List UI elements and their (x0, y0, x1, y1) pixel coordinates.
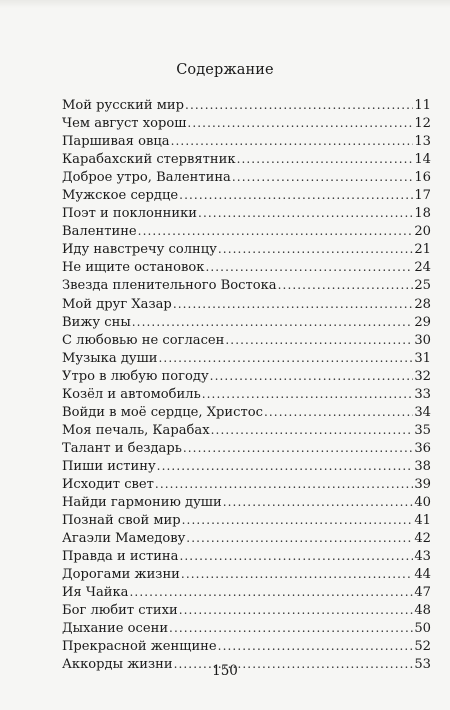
dot-leader (171, 132, 414, 150)
toc-entry-title: Дорогами жизни (62, 567, 180, 583)
toc-entry-title: Утро в любую погоду (62, 368, 209, 384)
dot-leader (210, 367, 414, 385)
toc-entry (62, 601, 431, 619)
toc-entry (62, 114, 431, 132)
toc-entry (62, 168, 431, 186)
toc-entry (62, 96, 431, 114)
toc-entry (62, 258, 431, 276)
toc-entry (62, 150, 431, 168)
toc-entry-title: Войди в моё сердце, Христос (62, 404, 263, 420)
toc-entry-page: 31 (414, 350, 431, 366)
dot-leader (225, 331, 413, 349)
toc-entry-title: Иду навстречу солнцу (62, 242, 217, 258)
toc-entry-title: Паршивая овца (62, 134, 170, 150)
toc-entry-page: 36 (414, 440, 431, 456)
dot-leader (264, 403, 413, 421)
dot-leader (211, 421, 414, 439)
toc-entry-page: 11 (414, 98, 431, 113)
toc-entry-title: Пиши истину (62, 458, 156, 474)
toc-entry-title: Познай свой мир (62, 513, 181, 529)
toc-entry-page: 42 (414, 531, 431, 547)
dot-leader (138, 222, 414, 240)
toc-entry (62, 204, 431, 222)
toc-entry-page: 16 (414, 170, 431, 186)
dot-leader (202, 385, 414, 403)
toc-entry-title: Бог любит стихи (62, 603, 178, 619)
toc-entry-title: Музыка души (62, 350, 158, 366)
toc-entry-title: Правда и истина (62, 549, 179, 565)
dot-leader (218, 637, 414, 655)
dot-leader (205, 258, 413, 276)
toc-entry-page: 50 (414, 621, 431, 637)
toc-entry-page: 41 (414, 513, 431, 529)
toc-entry-title: Прекрасной женщине (62, 639, 217, 655)
dot-leader (218, 240, 413, 258)
toc-entry-title: Мой друг Хазар (62, 296, 172, 312)
toc-entry (62, 439, 431, 457)
toc-entry-title: Чем август хорош (62, 116, 187, 132)
page-top-edge (0, 0, 450, 8)
toc-entry-page: 12 (414, 116, 431, 132)
toc-entry-page: 39 (414, 476, 431, 492)
toc-entry-title: Доброе утро, Валентина (62, 170, 231, 186)
toc-entry-page: 32 (414, 368, 431, 384)
toc-entry-page: 53 (414, 657, 431, 673)
toc-entry-page: 20 (414, 224, 431, 240)
dot-leader (186, 529, 413, 547)
toc-entry-title: Не ищите остановок (62, 260, 205, 276)
dot-leader (183, 439, 413, 457)
dot-leader (130, 583, 414, 601)
toc-entry-title: Дыхание осени (62, 621, 169, 637)
dot-leader (157, 457, 414, 475)
toc-entry-page: 40 (414, 495, 431, 511)
toc-entry-page: 25 (414, 278, 431, 294)
dot-leader (237, 150, 414, 168)
toc-entry (62, 276, 431, 294)
toc-entry-title: Найди гармонию души (62, 495, 222, 511)
toc-entry (62, 457, 431, 475)
dot-leader (173, 295, 414, 313)
dot-leader (278, 276, 414, 294)
toc-entry (62, 222, 431, 240)
toc-entry-title: Мой русский мир (62, 98, 185, 113)
toc-entry-title: Агаэли Мамедову (62, 531, 186, 547)
toc-entry (62, 331, 431, 349)
toc-entry-page: 18 (414, 206, 431, 222)
toc-entry (62, 367, 431, 385)
toc-entry (62, 637, 431, 655)
toc-entry-page: 38 (414, 458, 431, 474)
toc-entry-page: 33 (414, 386, 431, 402)
dot-leader (159, 349, 414, 367)
toc-entry-page: 34 (414, 404, 431, 420)
dot-leader (182, 511, 414, 529)
toc-entry-page: 24 (414, 260, 431, 276)
toc-entry (62, 186, 431, 204)
dot-leader (223, 493, 414, 511)
toc-entry-title: Ия Чайка (62, 585, 129, 601)
toc-entry-page: 43 (414, 549, 431, 565)
table-of-contents (62, 96, 431, 674)
toc-entry-title: Поэт и поклонники (62, 206, 198, 222)
dot-leader (198, 204, 413, 222)
toc-entry-title: Звезда пленительного Востока (62, 278, 277, 294)
toc-entry (62, 529, 431, 547)
toc-entry-page: 30 (414, 332, 431, 348)
toc-entry-title: Аккорды жизни (62, 657, 173, 673)
toc-entry-title: Талант и бездарь (62, 440, 182, 456)
toc-entry-title: С любовью не согласен (62, 332, 225, 348)
toc-entry-page: 28 (414, 296, 431, 312)
toc-entry-page: 21 (414, 242, 431, 258)
toc-entry-page: 47 (414, 585, 431, 601)
dot-leader (179, 186, 413, 204)
toc-entry-page: 13 (414, 134, 431, 150)
toc-entry (62, 295, 431, 313)
toc-entry-page: 48 (414, 603, 431, 619)
toc-entry (62, 583, 431, 601)
toc-entry-page: 17 (414, 188, 431, 204)
toc-entry (62, 565, 431, 583)
toc-entry (62, 619, 431, 637)
dot-leader (187, 114, 413, 132)
toc-entry-title: Козёл и автомобиль (62, 386, 201, 402)
toc-entry-title: Моя печаль, Карабах (62, 422, 210, 438)
toc-entry-title: Мужское сердце (62, 188, 179, 204)
toc-entry-title: Вижу сны (62, 314, 131, 330)
toc-entry (62, 240, 431, 258)
toc-entry (62, 511, 431, 529)
toc-entry-title: Исходит свет (62, 476, 154, 492)
dot-leader (155, 475, 413, 493)
dot-leader (179, 601, 414, 619)
toc-entry-title: Карабахский стервятник (62, 152, 236, 168)
toc-entry (62, 547, 431, 565)
toc-entry (62, 493, 431, 511)
dot-leader (132, 313, 414, 331)
toc-entry-page: 52 (414, 639, 431, 655)
toc-entry (62, 385, 431, 403)
dot-leader (181, 565, 413, 583)
dot-leader (169, 619, 413, 637)
toc-entry (62, 421, 431, 439)
toc-entry-title: Валентине (62, 224, 137, 240)
toc-entry-page: 29 (414, 314, 431, 330)
toc-entry-page: 35 (414, 422, 431, 438)
toc-entry (62, 349, 431, 367)
toc-entry-page: 14 (414, 152, 431, 168)
dot-leader (232, 168, 413, 186)
dot-leader (185, 96, 413, 114)
toc-entry (62, 403, 431, 421)
page-number: 150 (212, 663, 238, 679)
toc-entry-page: 44 (414, 567, 431, 583)
page-title: Содержание (176, 62, 274, 78)
toc-entry (62, 313, 431, 331)
toc-entry (62, 475, 431, 493)
dot-leader (179, 547, 413, 565)
toc-entry (62, 132, 431, 150)
